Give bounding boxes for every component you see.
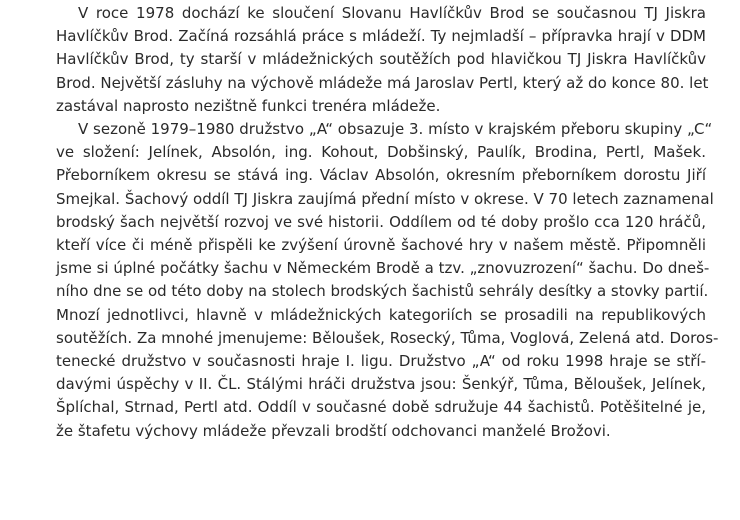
text-line: kteří více či méně přispěli ke zvýšení úrovně šachové hry v našem městě. Připomněli bbox=[56, 236, 706, 255]
paragraph-1 bbox=[34, 2, 709, 118]
text-line: soutěžích. Za mnohé jmenujeme: Běloušek, Rosecký, Tůma, Voglová, Zelená atd. Doros- bbox=[56, 328, 719, 347]
text-line: jsme si úplné počátky šachu v Německém Brodě a tzv. „znovuzrození“ šachu. Do dneš- bbox=[56, 259, 710, 278]
text-line: Brod. Největší zásluhy na výchově mládeže má Jaroslav Pertl, který až do konce 80. let bbox=[56, 73, 709, 92]
text-line: Šplíchal, Strnad, Pertl atd. Oddíl v současné době sdružuje 44 šachistů. Potěšitelné je, bbox=[56, 398, 706, 417]
text-line: Smejkal. Šachový oddíl TJ Jiskra zaujímá přední místo v okrese. V 70 letech zaznamenal bbox=[56, 189, 714, 208]
text-line: V sezoně 1979–1980 družstvo „A“ obsazuje 3. místo v krajském přeboru skupiny „C“ bbox=[78, 120, 713, 139]
text-line: ve složení: Jelínek, Absolón, ing. Kohout, Dobšinský, Paulík, Brodina, Pertl, Mašek. bbox=[56, 143, 706, 162]
text-line: ního dne se od této doby na stolech brodských šachistů sehrály desítky a stovky partií. bbox=[56, 282, 709, 301]
text-line: Přeborníkem okresu se stává ing. Václav Absolón, okresním přeborníkem dorostu Jiří bbox=[56, 166, 706, 185]
text-line: Havlíčkův Brod, ty starší v mládežnických soutěžích pod hlavičkou TJ Jiskra Havlíčkův bbox=[56, 50, 706, 69]
text-line: brodský šach největší rozvoj ve své historii. Oddílem od té doby prošlo cca 120 hráčů, bbox=[56, 212, 706, 231]
text-line: davými úspěchy v II. ČL. Stálými hráči družstva jsou: Šenkýř, Tůma, Běloušek, Jelínek, bbox=[56, 375, 706, 394]
text-line: V roce 1978 dochází ke sloučení Slovanu Havlíčkův Brod se současnou TJ Jiskra bbox=[78, 4, 706, 22]
text-line: zastával naprosto nezištně funkci trenéra mládeže. bbox=[56, 96, 441, 115]
paragraph-2 bbox=[34, 118, 719, 443]
text-line: že štafetu výchovy mládeže převzali brodští odchovanci manželé Brožovi. bbox=[56, 421, 611, 440]
text-line: Mnozí jednotlivci, hlavně v mládežnických kategoriích se prosadili na republikových bbox=[56, 305, 706, 324]
document-page bbox=[34, 2, 719, 443]
text-line: Havlíčkův Brod. Začíná rozsáhlá práce s mládeží. Ty nejmladší – přípravka hrají v DDM bbox=[56, 27, 706, 46]
text-line: tenecké družstvo v současnosti hraje I. ligu. Družstvo „A“ od roku 1998 hraje se stří- bbox=[56, 352, 706, 371]
